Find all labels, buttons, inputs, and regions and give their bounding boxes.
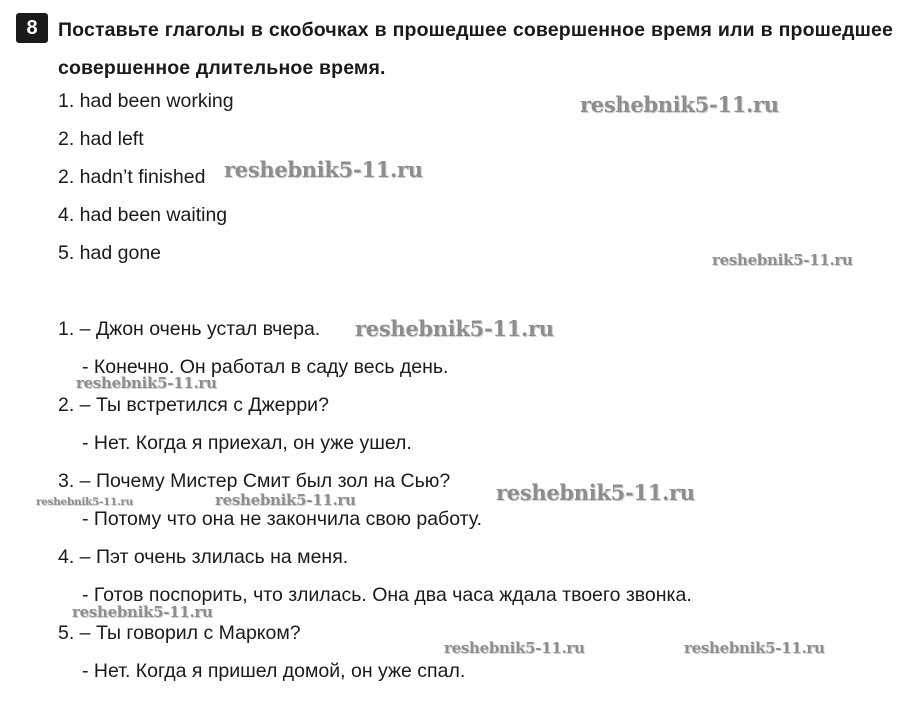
watermark: reshebnik5-11.ru bbox=[72, 603, 213, 621]
dialogue-answer: - Конечно. Он работал в саду весь день. bbox=[82, 356, 449, 378]
watermark: reshebnik5-11.ru bbox=[355, 316, 554, 341]
answer-item: 2. had left bbox=[58, 128, 144, 150]
watermark: reshebnik5-11.ru bbox=[684, 639, 825, 657]
dialogue-answer: - Нет. Когда я пришел домой, он уже спал. bbox=[82, 660, 466, 682]
dialogue-answer: - Готов поспорить, что злилась. Она два часа ждала твоего звонка. bbox=[82, 584, 692, 606]
dialogue-question: 3. – Почему Мистер Смит был зол на Сью? bbox=[58, 470, 451, 492]
watermark: reshebnik5-11.ru bbox=[580, 92, 779, 117]
dialogue-question: 5. – Ты говорил с Марком? bbox=[58, 622, 301, 644]
watermark: reshebnik5-11.ru bbox=[76, 374, 217, 392]
answer-item: 1. had been working bbox=[58, 90, 234, 112]
watermark: reshebnik5-11.ru bbox=[215, 491, 356, 509]
watermark: reshebnik5-11.ru bbox=[712, 251, 853, 269]
dialogue-question: 4. – Пэт очень злилась на меня. bbox=[58, 546, 349, 568]
watermark: reshebnik5-11.ru bbox=[496, 480, 695, 505]
task-number-badge: 8 bbox=[16, 13, 48, 43]
watermark: reshebnik5-11.ru bbox=[36, 496, 133, 508]
dialogue-question: 1. – Джон очень устал вчера. bbox=[58, 318, 321, 340]
dialogue-answer: - Нет. Когда я приехал, он уже ушел. bbox=[82, 432, 412, 454]
watermark: reshebnik5-11.ru bbox=[444, 639, 585, 657]
task-title: Поставьте глаголы в скобочках в прошедшее совершенное время или в прошедшее совершенное длительное время. bbox=[58, 19, 893, 79]
answer-item: 2. hadn’t finished bbox=[58, 166, 206, 188]
answer-item: 5. had gone bbox=[58, 242, 162, 264]
watermark: reshebnik5-11.ru bbox=[224, 157, 423, 182]
dialogue-answer: - Потому что она не закончила свою работу. bbox=[82, 508, 482, 530]
dialogue-question: 2. – Ты встретился с Джерри? bbox=[58, 394, 329, 416]
answer-item: 4. had been waiting bbox=[58, 204, 228, 226]
